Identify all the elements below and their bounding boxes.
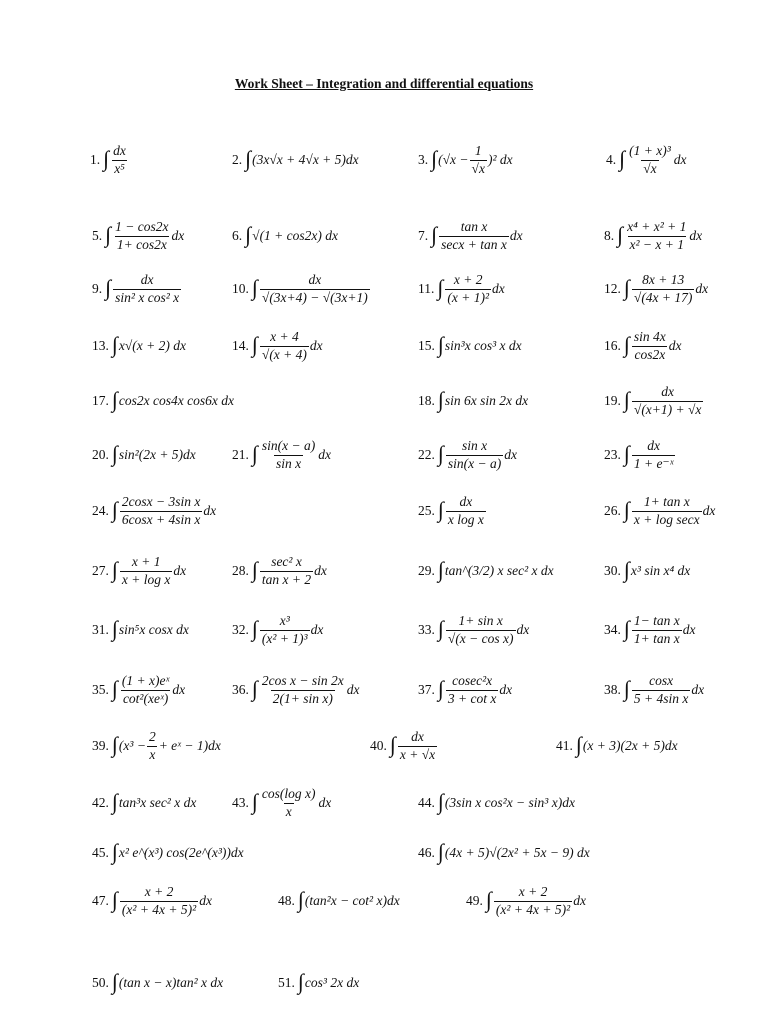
integral-sign-icon: ∫ bbox=[389, 732, 396, 757]
problem-item bbox=[92, 548, 186, 594]
expression-suffix: dx bbox=[516, 622, 530, 637]
fraction-numerator: dx bbox=[459, 494, 473, 510]
fraction-numerator: 2cosx − 3sin x bbox=[121, 494, 201, 510]
expression-text: sin²(2x + 5)dx bbox=[118, 447, 196, 462]
problem-number: 49. bbox=[466, 893, 483, 908]
problem-number: 15. bbox=[418, 338, 435, 353]
integral-sign-icon: ∫ bbox=[111, 441, 118, 466]
integral-sign-icon: ∫ bbox=[623, 557, 630, 582]
fraction bbox=[632, 385, 704, 416]
integral-sign-icon: ∫ bbox=[251, 275, 258, 300]
fraction-numerator: tan x bbox=[460, 219, 488, 235]
fraction-numerator: x⁴ + x² + 1 bbox=[627, 219, 687, 235]
problem-item bbox=[232, 323, 323, 369]
problem-number: 6. bbox=[232, 228, 243, 243]
expression-suffix: dx bbox=[689, 228, 703, 243]
problem-number: 42. bbox=[92, 795, 109, 810]
problem-item bbox=[604, 488, 715, 534]
problem-item bbox=[92, 488, 216, 534]
integral-sign-icon: ∫ bbox=[251, 332, 258, 357]
problem-number: 34. bbox=[604, 622, 621, 637]
fraction bbox=[120, 495, 202, 526]
problem-number: 16. bbox=[604, 338, 621, 353]
problem-item bbox=[418, 548, 554, 594]
expression-suffix: dx bbox=[309, 338, 323, 353]
problem-item bbox=[418, 607, 529, 653]
problem-item bbox=[92, 607, 189, 653]
problem-number: 19. bbox=[604, 393, 621, 408]
fraction-numerator: (1 + x)³ bbox=[629, 143, 671, 159]
problem-item bbox=[278, 878, 400, 924]
problem-item bbox=[232, 213, 338, 259]
fraction-denominator: √x bbox=[643, 160, 657, 176]
fraction bbox=[446, 674, 498, 705]
problem-item bbox=[604, 323, 682, 369]
expression-text: cos³ 2x dx bbox=[304, 975, 360, 990]
problem-item bbox=[92, 266, 182, 312]
fraction bbox=[260, 439, 317, 470]
problem-number: 7. bbox=[418, 228, 429, 243]
fraction-denominator: x bbox=[285, 803, 292, 819]
problem-number: 14. bbox=[232, 338, 249, 353]
problem-item bbox=[92, 878, 212, 924]
problem-number: 28. bbox=[232, 563, 249, 578]
integral-sign-icon: ∫ bbox=[111, 387, 118, 412]
fraction bbox=[632, 439, 676, 470]
fraction bbox=[627, 144, 673, 175]
problem-item bbox=[232, 607, 323, 653]
expression-text: x³ sin x⁴ dx bbox=[630, 563, 691, 578]
integral-sign-icon: ∫ bbox=[245, 146, 252, 171]
expression-text: sin 6x sin 2x dx bbox=[444, 393, 529, 408]
problem-number: 23. bbox=[604, 447, 621, 462]
fraction bbox=[632, 674, 690, 705]
integral-sign-icon: ∫ bbox=[437, 789, 444, 814]
problem-number: 50. bbox=[92, 975, 109, 990]
fraction-denominator: x + log x bbox=[121, 571, 171, 587]
problem-item bbox=[604, 607, 696, 653]
fraction bbox=[260, 787, 318, 818]
fraction bbox=[632, 273, 695, 304]
problem-number: 26. bbox=[604, 503, 621, 518]
problem-number: 51. bbox=[278, 975, 295, 990]
problem-item bbox=[92, 323, 186, 369]
integral-sign-icon: ∫ bbox=[251, 441, 258, 466]
problem-number: 10. bbox=[232, 281, 249, 296]
problem-number: 43. bbox=[232, 795, 249, 810]
fraction-numerator: dx bbox=[647, 438, 661, 454]
problem-number: 39. bbox=[92, 738, 109, 753]
integral-sign-icon: ∫ bbox=[111, 497, 118, 522]
integral-sign-icon: ∫ bbox=[437, 839, 444, 864]
problem-number: 18. bbox=[418, 393, 435, 408]
problem-number: 20. bbox=[92, 447, 109, 462]
problem-item bbox=[418, 323, 522, 369]
problem-number: 41. bbox=[556, 738, 573, 753]
problem-item bbox=[370, 723, 438, 769]
fraction bbox=[494, 885, 572, 916]
problem-number: 1. bbox=[90, 152, 101, 167]
fraction-numerator: (1 + x)eˣ bbox=[121, 673, 170, 689]
fraction-denominator: x bbox=[149, 746, 156, 762]
fraction-numerator: cos(log x) bbox=[261, 786, 316, 802]
problem-number: 2. bbox=[232, 152, 243, 167]
fraction-numerator: dx bbox=[661, 384, 675, 400]
problem-item bbox=[604, 266, 708, 312]
fraction-numerator: dx bbox=[411, 729, 424, 745]
expression-text: tan^(3/2) x sec² x dx bbox=[444, 563, 554, 578]
fraction bbox=[111, 144, 128, 175]
integral-sign-icon: ∫ bbox=[251, 616, 258, 641]
fraction-denominator: cos2x bbox=[634, 346, 666, 362]
problem-item bbox=[418, 137, 513, 183]
expression-suffix: dx bbox=[314, 563, 327, 578]
fraction-denominator: 3 + cot x bbox=[447, 690, 497, 706]
integral-sign-icon: ∫ bbox=[575, 732, 582, 757]
problem-number: 47. bbox=[92, 893, 109, 908]
fraction bbox=[260, 555, 313, 586]
problem-number: 45. bbox=[92, 845, 109, 860]
fraction-denominator: x + √x bbox=[399, 746, 436, 762]
problem-number: 37. bbox=[418, 682, 435, 697]
integral-sign-icon: ∫ bbox=[297, 887, 304, 912]
problem-item bbox=[92, 378, 234, 424]
integral-sign-icon: ∫ bbox=[111, 839, 118, 864]
expression-suffix: dx bbox=[199, 893, 212, 908]
integral-sign-icon: ∫ bbox=[623, 497, 630, 522]
expression-text: √(1 + cos2x) dx bbox=[252, 228, 339, 243]
fraction-denominator: √x bbox=[471, 160, 485, 176]
fraction bbox=[260, 674, 346, 705]
integral-sign-icon: ∫ bbox=[111, 616, 118, 641]
expression-text: (3x√x + 4√x + 5)dx bbox=[252, 152, 359, 167]
problem-number: 32. bbox=[232, 622, 249, 637]
fraction-denominator: sin x bbox=[276, 455, 302, 471]
fraction bbox=[113, 273, 181, 304]
integral-sign-icon: ∫ bbox=[431, 146, 438, 171]
expression-text: tan³x sec² x dx bbox=[118, 795, 197, 810]
expression-suffix: )² dx bbox=[487, 152, 513, 167]
problem-item bbox=[606, 137, 687, 183]
integral-sign-icon: ∫ bbox=[437, 387, 444, 412]
problem-item bbox=[232, 667, 360, 713]
integral-sign-icon: ∫ bbox=[623, 275, 630, 300]
integral-sign-icon: ∫ bbox=[105, 275, 112, 300]
expression-suffix: dx bbox=[171, 228, 185, 243]
expression-text: (tan x − x)tan² x dx bbox=[118, 975, 224, 990]
fraction bbox=[632, 330, 668, 361]
problem-item bbox=[90, 137, 129, 183]
fraction-denominator: 1 + e⁻ˣ bbox=[633, 455, 674, 471]
problem-number: 33. bbox=[418, 622, 435, 637]
problem-item bbox=[604, 378, 704, 424]
problem-number: 27. bbox=[92, 563, 109, 578]
fraction-denominator: (x² + 4x + 5)² bbox=[121, 901, 197, 917]
fraction-numerator: x + 2 bbox=[144, 884, 174, 900]
integral-sign-icon: ∫ bbox=[111, 332, 118, 357]
fraction bbox=[446, 614, 516, 645]
expression-suffix: dx bbox=[318, 795, 332, 810]
integral-sign-icon: ∫ bbox=[251, 676, 258, 701]
problem-item bbox=[92, 723, 221, 769]
fraction bbox=[260, 273, 370, 304]
fraction-denominator: cot²(xeˣ) bbox=[122, 690, 169, 706]
integral-sign-icon: ∫ bbox=[437, 616, 444, 641]
fraction-numerator: 8x + 13 bbox=[642, 272, 685, 288]
fraction-numerator: cosec²x bbox=[452, 673, 493, 689]
expression-suffix: dx bbox=[509, 228, 523, 243]
problem-number: 40. bbox=[370, 738, 387, 753]
fraction-denominator: √(x − cos x) bbox=[447, 630, 514, 646]
problem-item bbox=[418, 780, 575, 826]
problem-number: 5. bbox=[92, 228, 103, 243]
fraction-numerator: 1+ sin x bbox=[458, 613, 503, 629]
fraction-denominator: 5 + 4sin x bbox=[633, 690, 689, 706]
fraction-numerator: sec² x bbox=[271, 554, 302, 570]
problem-item bbox=[466, 878, 586, 924]
integral-sign-icon: ∫ bbox=[623, 387, 630, 412]
expression-text: (tan²x − cot² x)dx bbox=[304, 893, 400, 908]
fraction bbox=[260, 330, 309, 361]
fraction-numerator: x + 4 bbox=[270, 329, 299, 345]
fraction bbox=[120, 555, 172, 586]
fraction-denominator: 6cosx + 4sin x bbox=[121, 511, 201, 527]
expression-text: cos2x cos4x cos6x dx bbox=[118, 393, 234, 408]
fraction-numerator: x + 2 bbox=[453, 272, 483, 288]
fraction-denominator: 2(1+ sin x) bbox=[272, 690, 333, 706]
problem-number: 44. bbox=[418, 795, 435, 810]
fraction-denominator: √(x+1) + √x bbox=[633, 401, 702, 417]
integral-sign-icon: ∫ bbox=[111, 557, 118, 582]
fraction-denominator: 1+ cos2x bbox=[116, 236, 167, 252]
fraction bbox=[625, 220, 688, 251]
problem-number: 25. bbox=[418, 503, 435, 518]
integral-sign-icon: ∫ bbox=[111, 887, 118, 912]
fraction-denominator: x⁵ bbox=[114, 160, 125, 176]
fraction bbox=[120, 674, 171, 705]
fraction-denominator: sin² x cos² x bbox=[115, 289, 180, 305]
fraction bbox=[147, 730, 158, 761]
integral-sign-icon: ∫ bbox=[623, 332, 630, 357]
page-title: Work Sheet – Integration and differential equations bbox=[234, 76, 534, 91]
problem-number: 9. bbox=[92, 281, 103, 296]
integral-sign-icon: ∫ bbox=[111, 732, 118, 757]
expression-suffix: dx bbox=[673, 152, 687, 167]
fraction bbox=[446, 439, 503, 470]
problem-item bbox=[92, 432, 196, 478]
expression-suffix: dx bbox=[573, 893, 586, 908]
fraction-denominator: √(4x + 17) bbox=[633, 289, 693, 305]
fraction-denominator: sin(x − a) bbox=[447, 455, 502, 471]
integral-sign-icon: ∫ bbox=[437, 441, 444, 466]
fraction-denominator: (x² + 4x + 5)² bbox=[495, 901, 571, 917]
integral-sign-icon: ∫ bbox=[617, 222, 624, 247]
problem-item bbox=[92, 830, 244, 876]
expression-text: x√(x + 2) dx bbox=[118, 338, 187, 353]
fraction-numerator: 1 bbox=[474, 143, 482, 159]
integral-sign-icon: ∫ bbox=[105, 222, 112, 247]
integral-sign-icon: ∫ bbox=[103, 146, 110, 171]
problem-number: 24. bbox=[92, 503, 109, 518]
problem-item bbox=[92, 667, 185, 713]
problem-number: 30. bbox=[604, 563, 621, 578]
problem-item bbox=[92, 780, 196, 826]
fraction-denominator: √(x + 4) bbox=[261, 346, 307, 362]
problem-item bbox=[232, 548, 327, 594]
fraction bbox=[632, 495, 702, 526]
problem-number: 31. bbox=[92, 622, 109, 637]
integral-sign-icon: ∫ bbox=[251, 557, 258, 582]
expression-text: (x³ − bbox=[118, 738, 146, 753]
expression-text: x² e^(x³) cos(2e^(x³))dx bbox=[118, 845, 244, 860]
problem-item bbox=[92, 960, 223, 1006]
fraction-numerator: sin x bbox=[462, 438, 488, 454]
problem-item bbox=[232, 780, 331, 826]
expression-suffix: + eˣ − 1)dx bbox=[158, 738, 221, 753]
integral-sign-icon: ∫ bbox=[111, 789, 118, 814]
integral-sign-icon: ∫ bbox=[437, 557, 444, 582]
expression-suffix: dx bbox=[346, 682, 360, 697]
problem-item bbox=[278, 960, 359, 1006]
fraction-numerator: x³ bbox=[279, 613, 290, 629]
fraction-denominator: x + log secx bbox=[633, 511, 700, 527]
problem-number: 22. bbox=[418, 447, 435, 462]
expression-suffix: dx bbox=[691, 682, 705, 697]
fraction bbox=[632, 614, 682, 645]
expression-suffix: dx bbox=[702, 503, 716, 518]
expression-text: sin⁵x cosx dx bbox=[118, 622, 189, 637]
expression-suffix: dx bbox=[499, 682, 513, 697]
problem-item bbox=[232, 432, 331, 478]
problem-number: 8. bbox=[604, 228, 615, 243]
fraction bbox=[445, 273, 491, 304]
fraction-denominator: √(3x+4) − √(3x+1) bbox=[261, 289, 368, 305]
fraction-denominator: x² − x + 1 bbox=[629, 236, 685, 252]
fraction-denominator: (x + 1)² bbox=[447, 289, 490, 305]
integral-sign-icon: ∫ bbox=[111, 969, 118, 994]
problem-item bbox=[556, 723, 678, 769]
expression-suffix: dx bbox=[203, 503, 217, 518]
fraction-numerator: dx bbox=[308, 272, 322, 288]
integral-sign-icon: ∫ bbox=[623, 616, 630, 641]
problem-number: 11. bbox=[418, 281, 435, 296]
problem-item bbox=[418, 432, 517, 478]
problem-item bbox=[232, 137, 359, 183]
expression-suffix: dx bbox=[682, 622, 696, 637]
fraction bbox=[113, 220, 170, 251]
fraction bbox=[439, 220, 509, 251]
fraction-numerator: x + 2 bbox=[518, 884, 548, 900]
expression-suffix: dx bbox=[310, 622, 324, 637]
problem-number: 48. bbox=[278, 893, 295, 908]
integral-sign-icon: ∫ bbox=[437, 332, 444, 357]
fraction-denominator: tan x + 2 bbox=[261, 571, 312, 587]
fraction-numerator: 1− tan x bbox=[633, 613, 680, 629]
expression-text: (√x − bbox=[438, 152, 469, 167]
problem-item bbox=[232, 266, 371, 312]
integral-sign-icon: ∫ bbox=[251, 789, 258, 814]
expression-suffix: dx bbox=[504, 447, 518, 462]
fraction bbox=[446, 495, 486, 526]
problem-item bbox=[418, 213, 523, 259]
problem-item bbox=[604, 548, 690, 594]
fraction-numerator: sin 4x bbox=[633, 329, 666, 345]
problem-item bbox=[604, 667, 704, 713]
fraction bbox=[260, 614, 310, 645]
integral-sign-icon: ∫ bbox=[111, 676, 118, 701]
problem-item bbox=[418, 830, 590, 876]
integral-sign-icon: ∫ bbox=[623, 441, 630, 466]
problem-number: 46. bbox=[418, 845, 435, 860]
expression-text: (3sin x cos²x − sin³ x)dx bbox=[444, 795, 575, 810]
problem-item bbox=[604, 432, 676, 478]
problem-item bbox=[92, 213, 184, 259]
fraction-numerator: dx bbox=[140, 272, 154, 288]
fraction-denominator: 1+ tan x bbox=[633, 630, 680, 646]
problem-number: 38. bbox=[604, 682, 621, 697]
integral-sign-icon: ∫ bbox=[437, 275, 444, 300]
fraction-numerator: x + 1 bbox=[131, 554, 161, 570]
problem-number: 35. bbox=[92, 682, 109, 697]
integral-sign-icon: ∫ bbox=[619, 146, 626, 171]
integral-sign-icon: ∫ bbox=[431, 222, 438, 247]
fraction-numerator: 1 − cos2x bbox=[115, 219, 169, 235]
problem-item bbox=[418, 667, 512, 713]
problem-number: 3. bbox=[418, 152, 429, 167]
problem-number: 29. bbox=[418, 563, 435, 578]
expression-suffix: dx bbox=[492, 281, 505, 296]
fraction-numerator: sin(x − a) bbox=[261, 438, 316, 454]
fraction-denominator: secx + tan x bbox=[441, 236, 507, 252]
problem-number: 12. bbox=[604, 281, 621, 296]
fraction bbox=[470, 144, 487, 175]
expression-text: sin³x cos³ x dx bbox=[444, 338, 522, 353]
fraction-numerator: cosx bbox=[649, 673, 674, 689]
problem-item bbox=[418, 378, 528, 424]
expression-suffix: dx bbox=[318, 447, 332, 462]
problem-item bbox=[418, 488, 487, 534]
integral-sign-icon: ∫ bbox=[485, 887, 492, 912]
problem-item bbox=[418, 266, 505, 312]
fraction-denominator: (x² + 1)³ bbox=[261, 630, 308, 646]
expression-suffix: dx bbox=[695, 281, 709, 296]
problem-item bbox=[604, 213, 702, 259]
expression-suffix: dx bbox=[668, 338, 682, 353]
integral-sign-icon: ∫ bbox=[437, 497, 444, 522]
expression-text: (4x + 5)√(2x² + 5x − 9) dx bbox=[444, 845, 590, 860]
fraction-numerator: 1+ tan x bbox=[643, 494, 690, 510]
expression-suffix: dx bbox=[173, 563, 187, 578]
expression-text: (x + 3)(2x + 5)dx bbox=[582, 738, 678, 753]
problem-number: 4. bbox=[606, 152, 617, 167]
problem-number: 13. bbox=[92, 338, 109, 353]
integral-sign-icon: ∫ bbox=[245, 222, 252, 247]
problem-number: 21. bbox=[232, 447, 249, 462]
fraction-numerator: dx bbox=[113, 143, 126, 159]
fraction-denominator: x log x bbox=[447, 511, 484, 527]
integral-sign-icon: ∫ bbox=[437, 676, 444, 701]
fraction-numerator: 2cos x − sin 2x bbox=[261, 673, 344, 689]
fraction-numerator: 2 bbox=[148, 729, 156, 745]
problem-number: 36. bbox=[232, 682, 249, 697]
problem-number: 17. bbox=[92, 393, 109, 408]
integral-sign-icon: ∫ bbox=[623, 676, 630, 701]
integral-sign-icon: ∫ bbox=[297, 969, 304, 994]
expression-suffix: dx bbox=[172, 682, 186, 697]
fraction bbox=[120, 885, 198, 916]
fraction bbox=[398, 730, 437, 761]
